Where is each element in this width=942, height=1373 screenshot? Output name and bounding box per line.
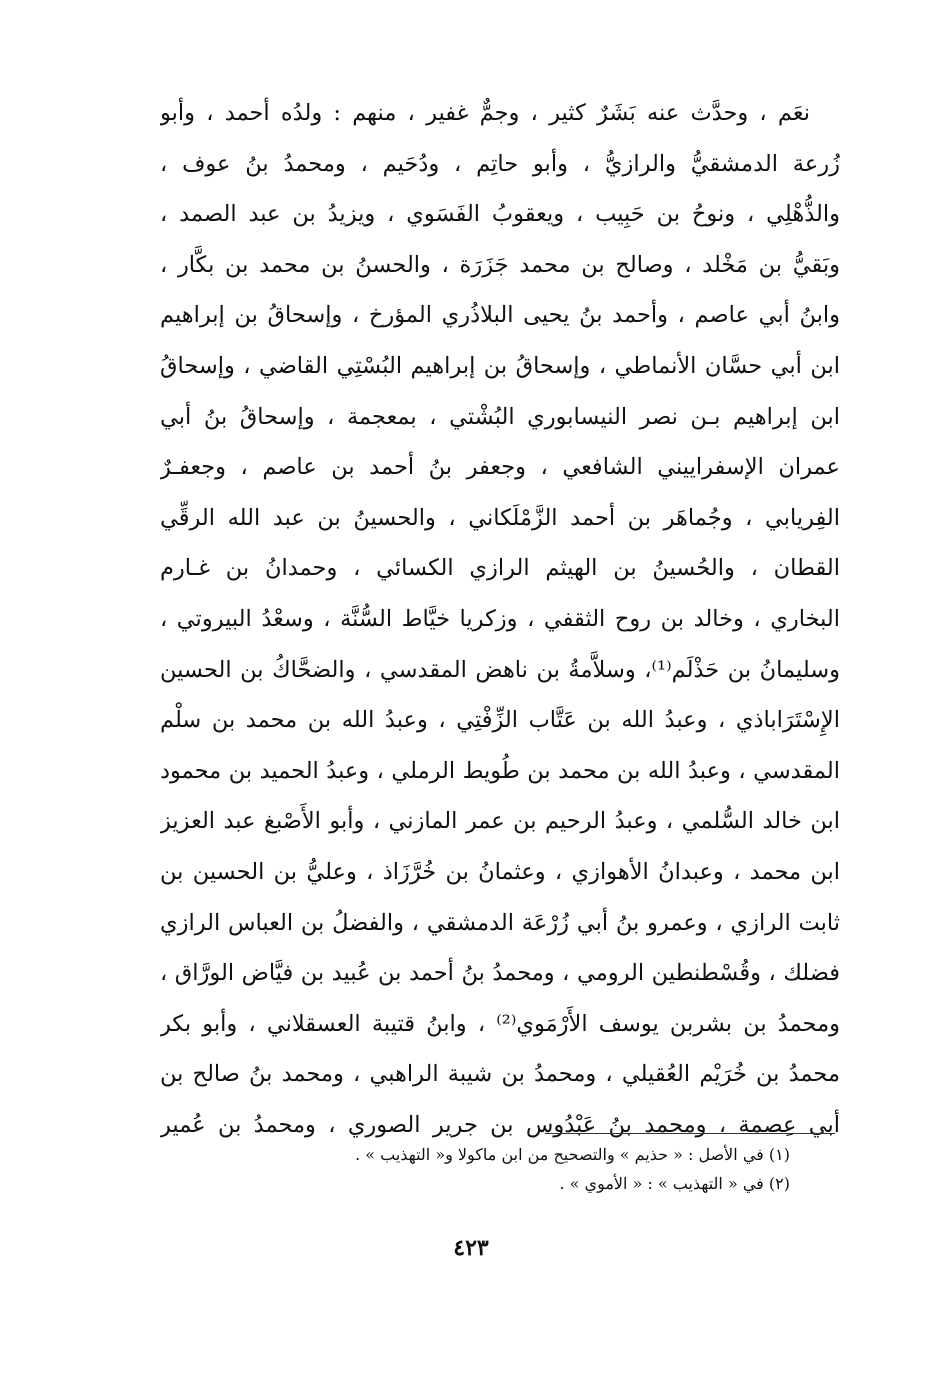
- text-line: الفِريابي ، وجُماهَر بن أحمد الزَّمْلَكاني ، والحسينُ بن عبد الله الرقِّي: [160, 504, 840, 531]
- footnotes: [300, 1140, 790, 1198]
- text-line: أبي عِصمة ، ومحمد بنُ عَبْدُوس بن جرير الصوري ، ومحمدُ بن عُمير: [160, 1111, 840, 1138]
- text-line: ابن أبي حسَّان الأنماطي ، وإسحاقُ بن إبراهيم البُسْتِي القاضي ، وإسحاقُ: [160, 352, 840, 379]
- text-line: ومحمدُ بن بشربن يوسف الأَرْمَوي⁽²⁾ ، وابنُ قتيبة العسقلاني ، وأبو بكر: [160, 1010, 840, 1037]
- text-line: وسليمانُ بن حَذْلَم⁽¹⁾، وسلاَّمةُ بن ناهض المقدسي ، والضحَّاكُ بن الحسين: [160, 656, 840, 683]
- text-line: عمران الإسفراييني الشافعي ، وجعفر بنُ أحمد بن عاصم ، وجعفـرٌ: [160, 454, 840, 481]
- text-line: وبَقيُّ بن مَخْلد ، وصالح بن محمد جَزَرَة ، والحسنُ بن محمد بن بكَّار ،: [160, 251, 840, 278]
- text-line: ابن محمد ، وعبدانُ الأهوازي ، وعثمانُ بن خُرَّزَاذ ، وعليُّ بن الحسين بن: [160, 858, 840, 885]
- text-line: القطان ، والحُسينُ بن الهيثم الرازي الكسائي ، وحمدانُ بن غـارم: [160, 555, 840, 582]
- text-line: والذُّهْلِي ، ونوحُ بن حَبِيب ، ويعقوبُ الفَسَوي ، ويزيدُ بن عبد الصمد ،: [160, 201, 840, 228]
- footnote-divider: [545, 1133, 835, 1134]
- text-line: فضلك ، وقُسْطنطين الرومي ، ومحمدُ بنُ أحمد بن عُبيد بن فيَّاض الورَّاق ،: [160, 960, 840, 987]
- text-line: ابن خالد السُّلمي ، وعبدُ الرحيم بن عمر المازني ، وأبو الأَصْبغ عبد العزيز: [160, 808, 840, 835]
- text-line: البخاري ، وخالد بن روح الثقفي ، وزكريا خيَّاط السُّنَّة ، وسعْدُ البيروتي ،: [160, 605, 840, 632]
- main-text: [160, 88, 840, 1150]
- footnote-2: (٢) في « التهذيب » : « الأموي » .: [559, 1174, 790, 1193]
- page-number: ٤٢٣: [453, 1235, 489, 1261]
- text-line: نعَم ، وحدَّث عنه بَشَرٌ كثير ، وجمٌّ غفير ، منهم : ولدُه أحمد ، وأبو: [160, 100, 810, 126]
- text-line: محمدُ بن خُرَيْم العُقيلي ، ومحمدُ بن شيبة الراهبي ، ومحمد بنُ صالح بن: [160, 1061, 840, 1088]
- text-line: الإِسْتَرَاباذي ، وعبدُ الله بن عَتَّاب الزِّفْتِي ، وعبدُ الله بن محمد بن سلْم: [160, 707, 840, 734]
- text-line: زُرعة الدمشقيُّ والرازيُّ ، وأبو حاتِم ، ودُحَيم ، ومحمدُ بنُ عوف ،: [160, 150, 840, 177]
- text-line: وابنُ أبي عاصم ، وأحمد بنُ يحيى البلاذُري المؤرخ ، وإسحاقُ بن إبراهيم: [160, 302, 840, 329]
- text-line: المقدسي ، وعبدُ الله بن محمد بن طُويط الرملي ، وعبدُ الحميد بن محمود: [160, 757, 840, 784]
- text-line: ابن إبراهيم بـن نصر النيسابوري البُشْتي ، بمعجمة ، وإسحاقُ بنُ أبي: [160, 403, 840, 430]
- text-line: ثابت الرازي ، وعمرو بنُ أبي زُرْعَة الدمشقي ، والفضلُ بن العباس الرازي: [160, 909, 840, 936]
- footnote-1: (١) في الأصل : « حذيم » والتصحيح من ابن ماكولا و« التهذيب » .: [355, 1145, 790, 1164]
